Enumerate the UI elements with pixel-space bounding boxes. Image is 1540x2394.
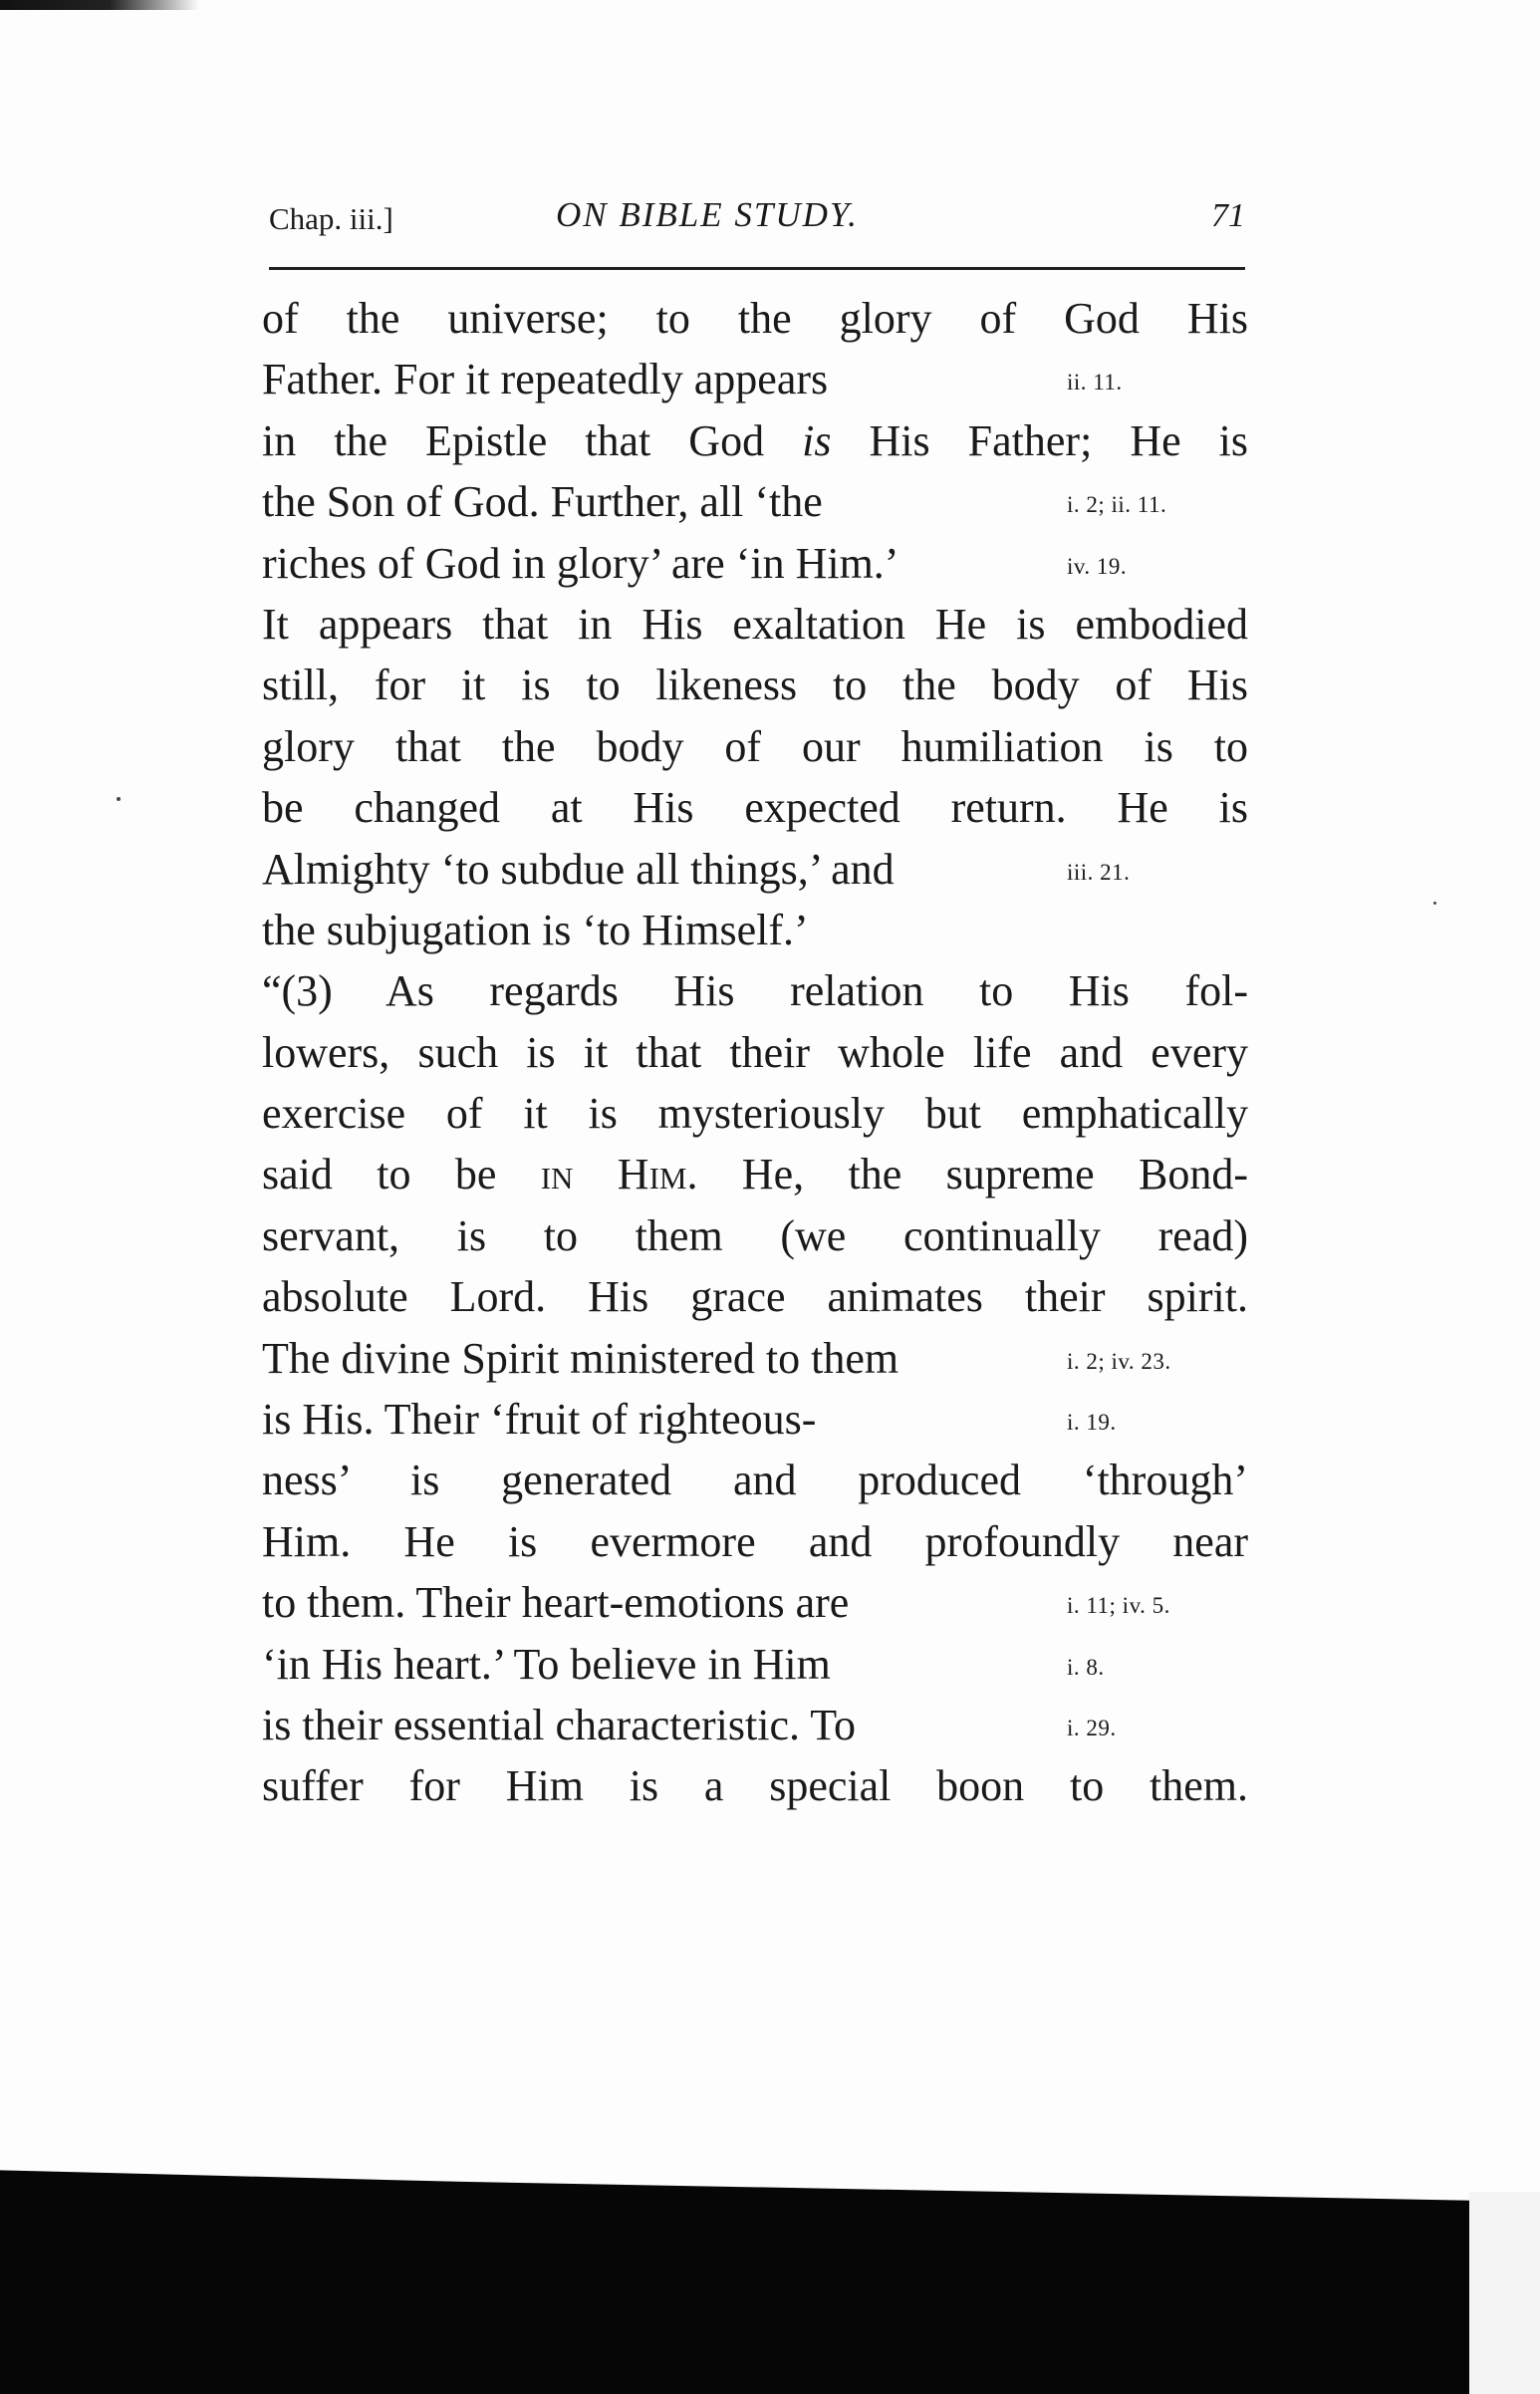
line-text: servant, is to them (we continually read) (262, 1210, 1248, 1260)
line-text: riches of God in glory’ are ‘in Him.’ (262, 538, 899, 588)
text-line (262, 471, 1258, 532)
line-text: the subjugation is ‘to Himself.’ (262, 905, 809, 954)
margin-reference: i. 11; iv. 5. (1067, 1593, 1170, 1619)
text-line (262, 1328, 1258, 1389)
margin-reference: i. 29. (1067, 1715, 1117, 1740)
text-line (262, 410, 1258, 471)
line-text: in the Epistle that God is His Father; He is (262, 415, 1249, 465)
line-text: be changed at His expected return. He is (262, 783, 1248, 833)
text-line (262, 1695, 1258, 1755)
line-text: Father. For it repeatedly appears (262, 355, 829, 404)
line-text: is His. Their ‘fruit of righteous- (262, 1395, 817, 1445)
text-line (262, 839, 1258, 900)
line-text: glory that the body of our humiliation is to (262, 721, 1248, 771)
text-line (262, 533, 1258, 594)
scan-speck (1433, 902, 1436, 905)
text-line (262, 1266, 1258, 1327)
margin-reference: i. 2; ii. 11. (1067, 492, 1167, 518)
line-text: of the universe; to the glory of God His (262, 294, 1248, 343)
margin-reference: iii. 21. (1067, 859, 1131, 885)
scan-edge-mark (0, 0, 199, 10)
text-line (262, 1389, 1258, 1450)
line-text: Almighty ‘to subdue all things,’ and (262, 844, 895, 894)
text-line (262, 1144, 1258, 1204)
text-line (262, 1572, 1258, 1633)
text-line (262, 349, 1258, 409)
chapter-label: Chap. iii.] (269, 201, 393, 236)
text-line (262, 1022, 1258, 1083)
running-title: ON BIBLE STUDY. (556, 195, 859, 234)
scan-light-border (1469, 2192, 1540, 2394)
line-text: to them. Their heart-emotions are (262, 1578, 850, 1628)
line-text: “(3) As regards His relation to His fol- (262, 966, 1248, 1016)
margin-reference: i. 2; iv. 23. (1067, 1348, 1171, 1374)
line-text: the Son of God. Further, all ‘the (262, 477, 823, 527)
margin-reference: ii. 11. (1067, 370, 1123, 396)
text-line (262, 960, 1258, 1021)
margin-reference: i. 8. (1067, 1654, 1105, 1680)
text-line (262, 1083, 1258, 1144)
text-line (262, 1634, 1258, 1695)
scan-speck (117, 797, 121, 801)
line-text: ‘in His heart.’ To believe in Him (262, 1639, 831, 1689)
line-text: ness’ is generated and produced ‘through’ (262, 1456, 1248, 1505)
text-line (262, 900, 1258, 960)
line-text: suffer for Him is a special boon to them. (262, 1761, 1248, 1811)
line-text: exercise of it is mysteriously but emphatically (262, 1089, 1248, 1139)
line-text: is their essential characteristic. To (262, 1700, 856, 1749)
scan-dark-border (0, 2107, 1540, 2394)
body-text (262, 288, 1258, 1817)
line-text: said to be in Him. He, the supreme Bond- (262, 1150, 1248, 1199)
text-line (262, 777, 1258, 838)
line-text: lowers, such is it that their whole life and every (262, 1027, 1248, 1077)
line-text: still, for it is to likeness to the body of His (262, 661, 1248, 710)
text-line (262, 1450, 1258, 1510)
text-line (262, 655, 1258, 715)
running-header (269, 195, 1245, 245)
text-line (262, 1755, 1258, 1816)
line-text: Him. He is evermore and profoundly near (262, 1516, 1248, 1566)
page-number: 71 (1211, 197, 1245, 234)
line-text: It appears that in His exaltation He is embodied (262, 599, 1248, 649)
text-line (262, 594, 1258, 655)
text-line (262, 1511, 1258, 1572)
text-line (262, 288, 1258, 349)
text-line (262, 716, 1258, 777)
margin-reference: i. 19. (1067, 1410, 1117, 1436)
line-text: absolute Lord. His grace animates their spirit. (262, 1272, 1248, 1322)
header-rule (269, 267, 1245, 270)
line-text: The divine Spirit ministered to them (262, 1333, 899, 1383)
text-line (262, 1205, 1258, 1266)
margin-reference: iv. 19. (1067, 553, 1128, 579)
